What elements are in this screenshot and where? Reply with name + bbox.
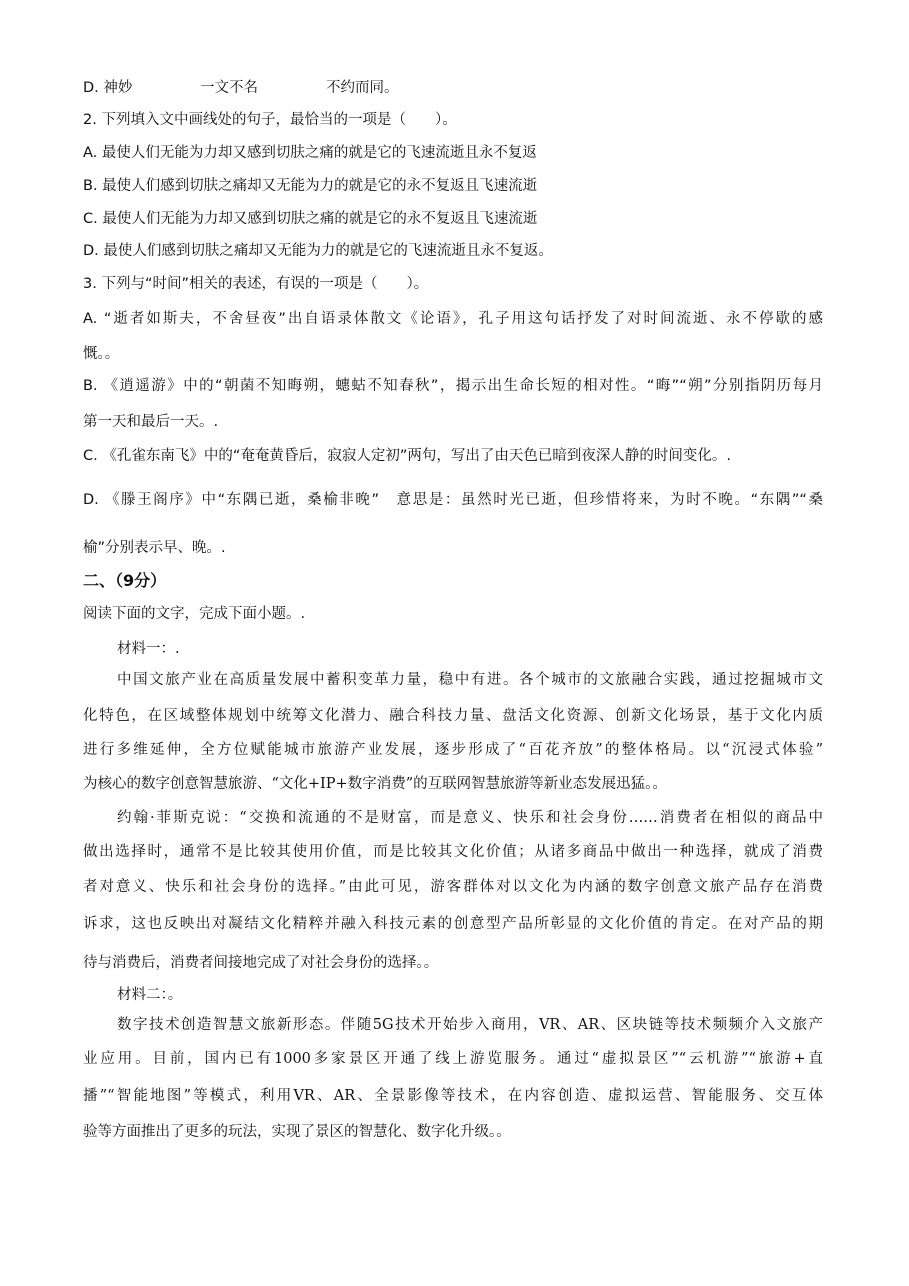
q3-option-b-line1: B. 《逍遥游》中的“朝菌不知晦朔，蟪蛄不知春秋”，揭示出生命长短的相对性。“晦”“朔”分别指阴历每月 bbox=[83, 378, 823, 394]
material1-p2-line2: 做出选择时，通常不是比较其使用价值，而是比较其文化价值；从诸多商品中做出一种选择，就成了消费 bbox=[83, 844, 823, 860]
q2-option-a: A. 最使人们无能为力却又感到切肤之痛的就是它的飞速流逝且永不复返 bbox=[83, 145, 537, 161]
q3-option-c-line1: C. 《孔雀东南飞》中的“奄奄黄昏后，寂寂人定初”两句，写出了由天色已暗到夜深人静的时间变化。. bbox=[83, 448, 731, 464]
q1-option-d-word3-text: 不约而同 bbox=[326, 80, 384, 96]
material1-p2-line5: 待与消费后，消费者间接地完成了对社会身份的选择。。 bbox=[83, 955, 439, 971]
section2-instruction: 阅读下面的文字，完成下面小题。. bbox=[83, 606, 306, 622]
material1-p1-line1: 中国文旅产业在高质量发展中蓄积变革力量，稳中有进。各个城市的文旅融合实践，通过挖掘城市文 bbox=[117, 672, 823, 688]
material2-p1-line2: 业应用。目前，国内已有1000多家景区开通了线上游览服务。通过“虚拟景区”“云机游”“旅游+直 bbox=[83, 1051, 823, 1067]
material2-label: 材料二：。 bbox=[117, 987, 183, 1003]
q2-stem: 2. 下列填入文中画线处的句子，最恰当的一项是（ ）。 bbox=[83, 112, 457, 128]
q2-option-d: D. 最使人们感到切肤之痛却又无能为力的就是它的飞速流逝且永不复返。 bbox=[83, 243, 553, 259]
section2-heading: 二、（9分） bbox=[83, 571, 167, 590]
material2-p1-line3: 播”“智能地图”等模式，利用VR、AR、全景影像等技术，在内容创造、虚拟运营、智能服务、交互体 bbox=[83, 1088, 823, 1104]
material1-p2-line1: 约翰·菲斯克说：“交换和流通的不是财富，而是意义、快乐和社会身份……消费者在相似的商品中 bbox=[117, 810, 823, 826]
material1-p1-line2: 化特色，在区域整体规划中统筹文化潜力、融合科技力量、盘活文化资源、创新文化场景，基于文化内质 bbox=[83, 708, 823, 724]
material2-p1-line1: 数字技术创造智慧文旅新形态。伴随5G技术开始步入商用，VR、AR、区块链等技术频频介入文旅产 bbox=[117, 1017, 823, 1033]
q3-option-d-line1: D. 《滕王阁序》中“东隅已逝，桑榆非晚” 意思是：虽然时光已逝，但珍惜将来，为时不晚。“东隅”“桑 bbox=[83, 492, 823, 508]
material1-p1-line4: 为核心的数字创意智慧旅游、“文化+IP+数字消费”的互联网智慧旅游等新业态发展迅猛。。 bbox=[83, 776, 667, 792]
material1-p2-line3: 者对意义、快乐和社会身份的选择。”由此可见，游客群体对以文化为内涵的数字创意文旅产品存在消费 bbox=[83, 879, 823, 895]
material2-p1-line4: 验等方面推出了更多的玩法，实现了景区的智慧化、数字化升级。。 bbox=[83, 1124, 511, 1140]
material1-p2-line4: 诉求，这也反映出对凝结文化精粹并融入科技元素的创意型产品所彰显的文化价值的肯定。在对产品的期 bbox=[83, 916, 823, 932]
q1-option-d-label: D. 神妙 bbox=[83, 80, 133, 96]
material1-p1-line3: 进行多维延伸，全方位赋能城市旅游产业发展，逐步形成了“百花齐放”的整体格局。以“沉浸式体验” bbox=[83, 742, 823, 758]
q1-option-d-word2: 一文不名 bbox=[200, 80, 258, 96]
q2-option-b: B. 最使人们感到切肤之痛却又无能为力的就是它的永不复返且飞速流逝 bbox=[83, 178, 538, 194]
q1-option-d-word3 bbox=[326, 78, 399, 98]
q3-option-a-line1: A. “逝者如斯夫，不舍昼夜”出自语录体散文《论语》，孔子用这句话抒发了对时间流逝、永不停歇的感 bbox=[83, 311, 823, 327]
q3-option-b-line2: 第一天和最后一天。. bbox=[83, 414, 219, 430]
q3-option-d-line2: 榆”分别表示早、晚。. bbox=[83, 540, 226, 556]
q3-stem: 3. 下列与“时间”相关的表述，有误的一项是（ ）。 bbox=[83, 276, 429, 292]
q1-option-d-end: 。 bbox=[384, 80, 399, 96]
q2-option-c: C. 最使人们无能为力却又感到切肤之痛的就是它的永不复返且飞速流逝 bbox=[83, 211, 538, 227]
q3-option-a-line2: 慨。。 bbox=[83, 346, 120, 362]
material1-label: 材料一：. bbox=[117, 641, 180, 657]
